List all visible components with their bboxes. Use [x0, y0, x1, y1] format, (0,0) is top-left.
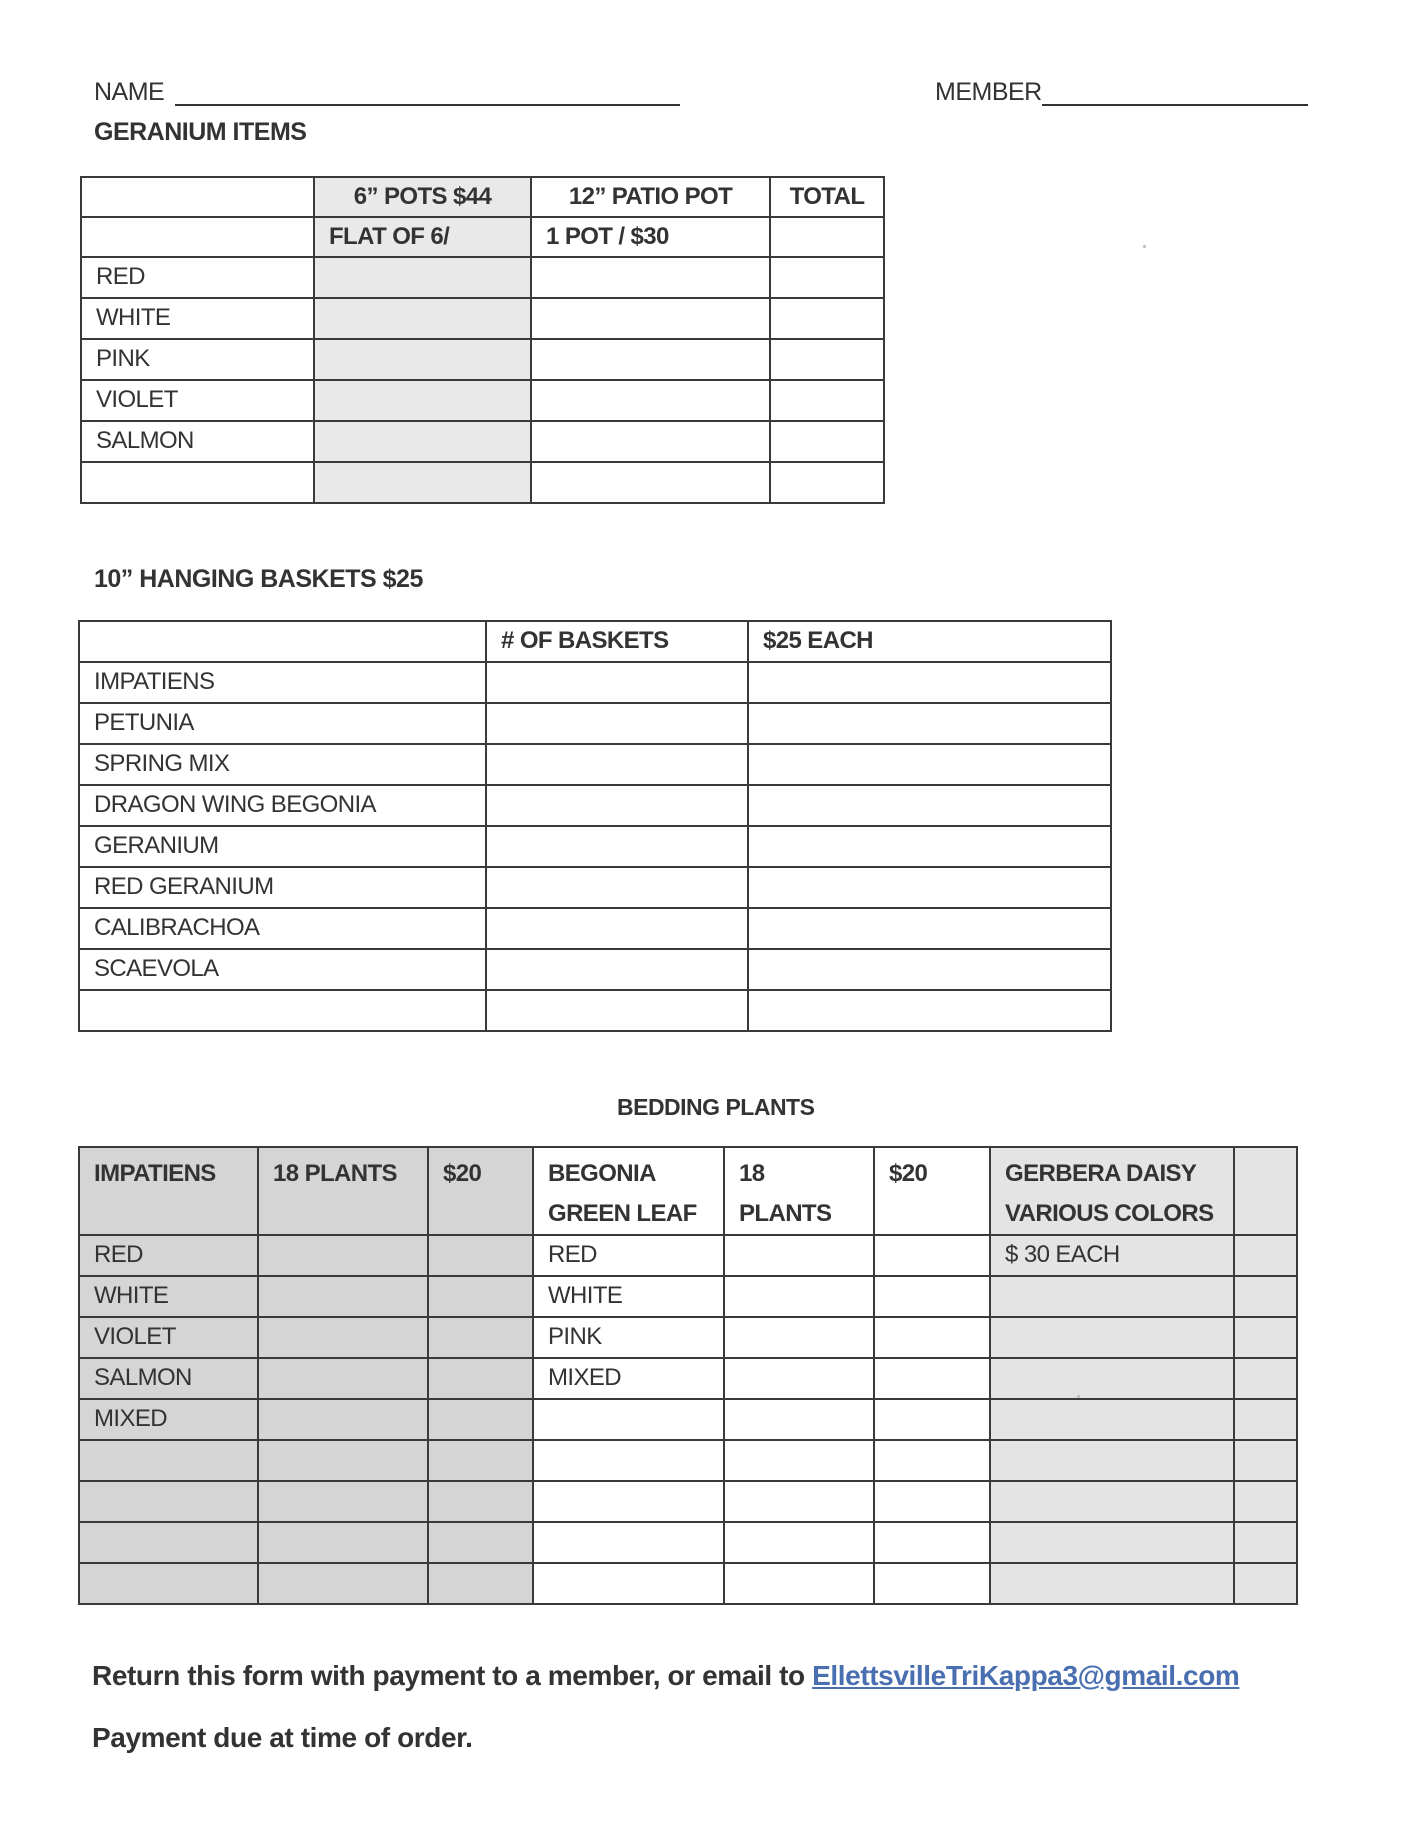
gerbera-row-label	[990, 1276, 1234, 1317]
begonia-row-label	[533, 1481, 724, 1522]
begonia-name-line1: BEGONIA	[548, 1160, 656, 1187]
gerbera-qty-header	[1234, 1147, 1297, 1235]
gerbera-row-label	[990, 1481, 1234, 1522]
begonia-qty-cell[interactable]	[724, 1235, 874, 1276]
table-row	[81, 298, 884, 339]
patio-input-cell[interactable]	[531, 339, 770, 380]
name-field[interactable]	[175, 104, 680, 106]
row-label: PINK	[81, 339, 314, 380]
table-row	[81, 380, 884, 421]
member-label: MEMBER	[935, 78, 1042, 106]
begonia-row-label: MIXED	[533, 1358, 724, 1399]
header-cell	[81, 177, 314, 217]
total-input-cell[interactable]	[770, 339, 884, 380]
gerbera-row-label: $ 30 EACH	[990, 1235, 1234, 1276]
begonia-header	[533, 1147, 724, 1235]
table-row	[79, 990, 1111, 1031]
gerbera-qty-cell[interactable]	[1234, 1522, 1297, 1563]
header-price-each: $25 EACH	[748, 621, 1111, 662]
qty-input-cell[interactable]	[486, 867, 748, 908]
return-text: Return this form with payment to a member, or email to	[92, 1660, 813, 1691]
row-label[interactable]	[79, 990, 486, 1031]
impatiens-qty-header: 18 PLANTS	[258, 1147, 428, 1235]
gerbera-qty-cell[interactable]	[1234, 1563, 1297, 1604]
impatiens-qty-cell[interactable]	[258, 1399, 428, 1440]
header-cell	[770, 217, 884, 257]
table-row	[79, 1522, 1297, 1563]
impatiens-price-cell[interactable]	[428, 1276, 533, 1317]
begonia-price-cell[interactable]	[874, 1235, 990, 1276]
begonia-qty-cell[interactable]	[724, 1358, 874, 1399]
gerbera-row-label	[990, 1440, 1234, 1481]
table-row	[79, 703, 1111, 744]
begonia-row-label	[533, 1563, 724, 1604]
begonia-name-line2: GREEN LEAF	[548, 1200, 697, 1227]
impatiens-price-cell[interactable]	[428, 1481, 533, 1522]
gerbera-name-line1: GERBERA DAISY	[1005, 1160, 1197, 1187]
amount-input-cell[interactable]	[748, 662, 1111, 703]
table-row	[79, 1563, 1297, 1604]
pots-input-cell[interactable]	[314, 257, 531, 298]
table-row	[79, 1235, 1297, 1276]
amount-input-cell[interactable]	[748, 949, 1111, 990]
header-12in-patio-pot: 12” PATIO POT	[531, 177, 770, 217]
bedding-title: BEDDING PLANTS	[617, 1094, 815, 1120]
impatiens-qty-cell[interactable]	[258, 1440, 428, 1481]
header-cell	[79, 621, 486, 662]
qty-input-cell[interactable]	[486, 908, 748, 949]
begonia-qty-header	[724, 1147, 874, 1235]
table-row	[79, 1358, 1297, 1399]
gerbera-name-line2: VARIOUS COLORS	[1005, 1200, 1214, 1227]
patio-input-cell[interactable]	[531, 462, 770, 503]
row-label: RED GERANIUM	[79, 867, 486, 908]
impatiens-row-label	[79, 1563, 258, 1604]
row-label: VIOLET	[81, 380, 314, 421]
patio-input-cell[interactable]	[531, 380, 770, 421]
gerbera-row-label	[990, 1522, 1234, 1563]
begonia-row-label: RED	[533, 1235, 724, 1276]
begonia-price-cell[interactable]	[874, 1481, 990, 1522]
impatiens-row-label: MIXED	[79, 1399, 258, 1440]
impatiens-row-label: VIOLET	[79, 1317, 258, 1358]
header-flat-of-6: FLAT OF 6/	[314, 217, 531, 257]
scan-speck	[1077, 1395, 1080, 1398]
row-label: RED	[81, 257, 314, 298]
row-label[interactable]	[81, 462, 314, 503]
begonia-price-cell[interactable]	[874, 1276, 990, 1317]
row-label: SPRING MIX	[79, 744, 486, 785]
impatiens-qty-cell[interactable]	[258, 1481, 428, 1522]
baskets-title: 10” HANGING BASKETS $25	[94, 565, 423, 593]
table-row	[79, 867, 1111, 908]
qty-input-cell[interactable]	[486, 785, 748, 826]
begonia-qty-cell[interactable]	[724, 1399, 874, 1440]
pots-input-cell[interactable]	[314, 380, 531, 421]
qty-input-cell[interactable]	[486, 826, 748, 867]
amount-input-cell[interactable]	[748, 908, 1111, 949]
impatiens-header: IMPATIENS	[79, 1147, 258, 1235]
begonia-row-label: WHITE	[533, 1276, 724, 1317]
row-label: GERANIUM	[79, 826, 486, 867]
begonia-price-header: $20	[874, 1147, 990, 1235]
table-row	[79, 662, 1111, 703]
impatiens-row-label	[79, 1522, 258, 1563]
impatiens-qty-cell[interactable]	[258, 1235, 428, 1276]
impatiens-qty-cell[interactable]	[258, 1522, 428, 1563]
begonia-price-cell[interactable]	[874, 1522, 990, 1563]
impatiens-row-label: SALMON	[79, 1358, 258, 1399]
table-row	[79, 826, 1111, 867]
impatiens-price-header: $20	[428, 1147, 533, 1235]
gerbera-row-label	[990, 1358, 1234, 1399]
gerbera-header	[990, 1147, 1234, 1235]
bedding-table	[78, 1146, 1298, 1605]
patio-input-cell[interactable]	[531, 298, 770, 339]
geranium-table	[80, 176, 885, 504]
impatiens-row-label	[79, 1440, 258, 1481]
amount-input-cell[interactable]	[748, 785, 1111, 826]
begonia-row-label	[533, 1522, 724, 1563]
impatiens-row-label	[79, 1481, 258, 1522]
table-row	[79, 908, 1111, 949]
begonia-qty-cell[interactable]	[724, 1563, 874, 1604]
impatiens-qty-cell[interactable]	[258, 1276, 428, 1317]
impatiens-qty-cell[interactable]	[258, 1317, 428, 1358]
total-input-cell[interactable]	[770, 462, 884, 503]
begonia-price-cell[interactable]	[874, 1399, 990, 1440]
gerbera-row-label	[990, 1563, 1234, 1604]
row-label: DRAGON WING BEGONIA	[79, 785, 486, 826]
impatiens-price-cell[interactable]	[428, 1563, 533, 1604]
payment-note: Payment due at time of order.	[92, 1722, 473, 1753]
begonia-row-label	[533, 1399, 724, 1440]
gerbera-qty-cell[interactable]	[1234, 1399, 1297, 1440]
amount-input-cell[interactable]	[748, 744, 1111, 785]
table-row	[79, 785, 1111, 826]
geranium-header-row	[81, 177, 884, 217]
row-label: WHITE	[81, 298, 314, 339]
impatiens-price-cell[interactable]	[428, 1440, 533, 1481]
begonia-qty-cell[interactable]	[724, 1440, 874, 1481]
baskets-header-row	[79, 621, 1111, 662]
gerbera-row-label	[990, 1399, 1234, 1440]
qty-input-cell[interactable]	[486, 703, 748, 744]
header-6in-pots: 6” POTS $44	[314, 177, 531, 217]
table-row	[81, 462, 884, 503]
table-row	[81, 339, 884, 380]
gerbera-qty-cell[interactable]	[1234, 1358, 1297, 1399]
impatiens-row-label: RED	[79, 1235, 258, 1276]
pots-input-cell[interactable]	[314, 421, 531, 462]
header-1-pot-price: 1 POT / $30	[531, 217, 770, 257]
qty-input-cell[interactable]	[486, 990, 748, 1031]
gerbera-qty-cell[interactable]	[1234, 1235, 1297, 1276]
begonia-qty-cell[interactable]	[724, 1276, 874, 1317]
table-row	[81, 421, 884, 462]
name-label: NAME	[94, 78, 165, 106]
row-label: SCAEVOLA	[79, 949, 486, 990]
qty-input-cell[interactable]	[486, 949, 748, 990]
table-row	[79, 1440, 1297, 1481]
return-instructions	[92, 1660, 1239, 1692]
begonia-qty-cell[interactable]	[724, 1522, 874, 1563]
header-num-baskets: # OF BASKETS	[486, 621, 748, 662]
qty-input-cell[interactable]	[486, 662, 748, 703]
begonia-price-cell[interactable]	[874, 1563, 990, 1604]
patio-input-cell[interactable]	[531, 257, 770, 298]
patio-input-cell[interactable]	[531, 421, 770, 462]
row-label: CALIBRACHOA	[79, 908, 486, 949]
qty-input-cell[interactable]	[486, 744, 748, 785]
amount-input-cell[interactable]	[748, 826, 1111, 867]
amount-input-cell[interactable]	[748, 703, 1111, 744]
table-row	[79, 1276, 1297, 1317]
pots-input-cell[interactable]	[314, 298, 531, 339]
baskets-table	[78, 620, 1112, 1032]
gerbera-qty-cell[interactable]	[1234, 1481, 1297, 1522]
impatiens-qty-cell[interactable]	[258, 1358, 428, 1399]
impatiens-row-label: WHITE	[79, 1276, 258, 1317]
geranium-subheader-row	[81, 217, 884, 257]
row-label: SALMON	[81, 421, 314, 462]
total-input-cell[interactable]	[770, 380, 884, 421]
table-row	[79, 949, 1111, 990]
begonia-price-cell[interactable]	[874, 1317, 990, 1358]
impatiens-qty-cell[interactable]	[258, 1563, 428, 1604]
pots-input-cell[interactable]	[314, 462, 531, 503]
table-row	[79, 1399, 1297, 1440]
table-row	[79, 744, 1111, 785]
total-input-cell[interactable]	[770, 257, 884, 298]
begonia-qty-cell[interactable]	[724, 1481, 874, 1522]
total-input-cell[interactable]	[770, 421, 884, 462]
impatiens-price-cell[interactable]	[428, 1317, 533, 1358]
pots-input-cell[interactable]	[314, 339, 531, 380]
row-label: IMPATIENS	[79, 662, 486, 703]
table-row	[81, 257, 884, 298]
header-cell	[81, 217, 314, 257]
geranium-title: GERANIUM ITEMS	[94, 118, 307, 146]
amount-input-cell[interactable]	[748, 990, 1111, 1031]
begonia-row-label	[533, 1440, 724, 1481]
member-field[interactable]	[1042, 104, 1308, 106]
email-link[interactable]: EllettsvilleTriKappa3@gmail.com	[812, 1660, 1240, 1691]
header-total: TOTAL	[770, 177, 884, 217]
bedding-header-row	[79, 1147, 1297, 1235]
impatiens-price-cell[interactable]	[428, 1235, 533, 1276]
begonia-qty-line1: 18	[739, 1160, 765, 1187]
begonia-price-cell[interactable]	[874, 1358, 990, 1399]
gerbera-qty-cell[interactable]	[1234, 1276, 1297, 1317]
scan-speck	[1143, 245, 1146, 248]
row-label: PETUNIA	[79, 703, 486, 744]
amount-input-cell[interactable]	[748, 867, 1111, 908]
begonia-price-cell[interactable]	[874, 1440, 990, 1481]
begonia-qty-line2: PLANTS	[739, 1200, 832, 1227]
impatiens-price-cell[interactable]	[428, 1522, 533, 1563]
table-row	[79, 1317, 1297, 1358]
impatiens-price-cell[interactable]	[428, 1358, 533, 1399]
gerbera-row-label	[990, 1317, 1234, 1358]
total-input-cell[interactable]	[770, 298, 884, 339]
gerbera-qty-cell[interactable]	[1234, 1440, 1297, 1481]
impatiens-price-cell[interactable]	[428, 1399, 533, 1440]
begonia-row-label: PINK	[533, 1317, 724, 1358]
gerbera-qty-cell[interactable]	[1234, 1317, 1297, 1358]
table-row	[79, 1481, 1297, 1522]
begonia-qty-cell[interactable]	[724, 1317, 874, 1358]
